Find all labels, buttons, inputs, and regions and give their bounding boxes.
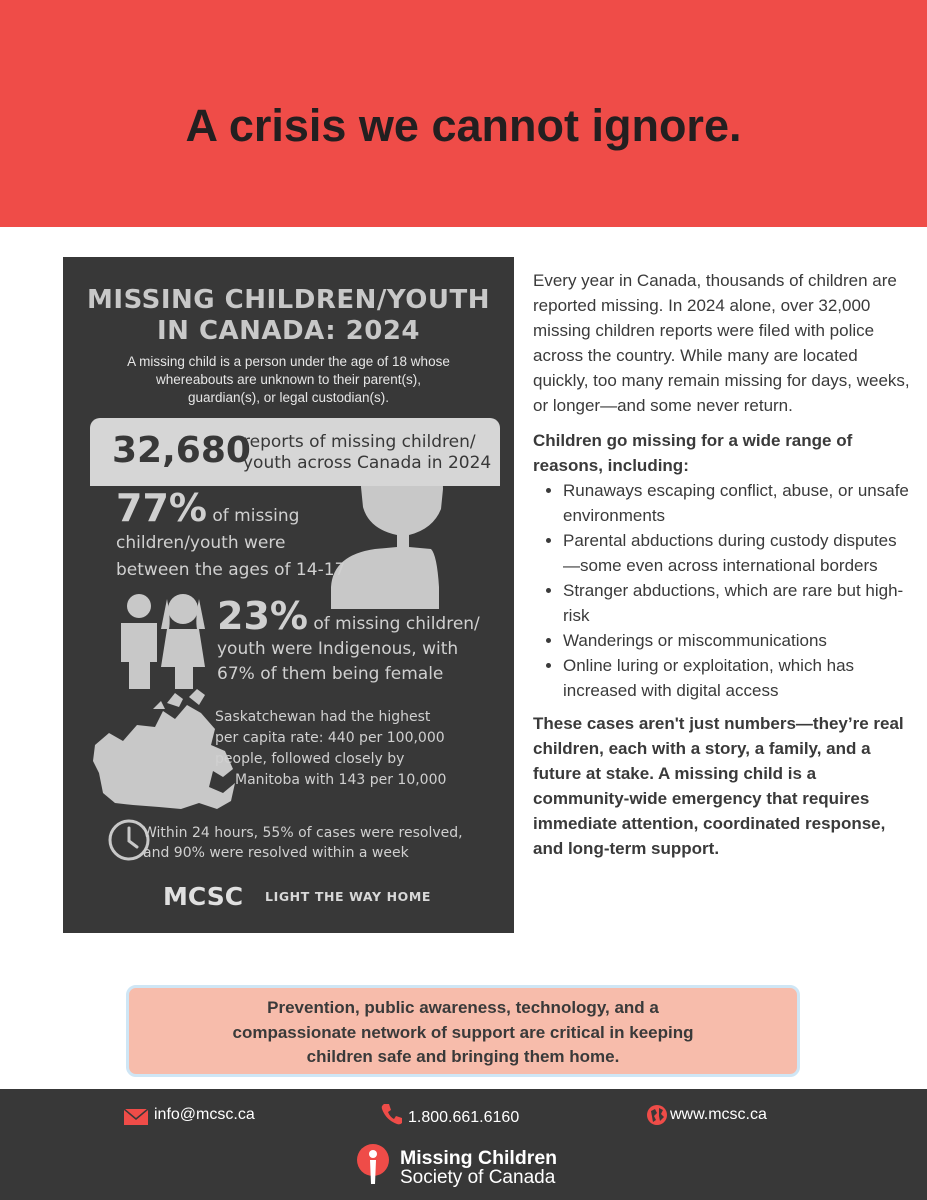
sask-line: per capita rate: 440 per 100,000 — [215, 730, 445, 746]
list-item: • Runaways escaping conflict, abuse, or unsafe environments — [563, 478, 913, 528]
header-banner — [0, 0, 927, 227]
sask-line: people, followed closely by — [215, 751, 405, 767]
callout-line: compassionate network of support are critical in keeping — [232, 1022, 694, 1042]
reports-text-line: youth across Canada in 2024 — [243, 453, 492, 473]
definition-text — [103, 353, 474, 407]
callout-line: Prevention, public awareness, technology, and a — [267, 998, 659, 1017]
infographic-title-line: IN CANADA: 2024 — [156, 316, 421, 346]
age-stat — [116, 486, 346, 584]
callout-line: children safe and bringing them home. — [306, 1047, 620, 1066]
reasons-heading: Children go missing for a wide range of reasons, including: — [533, 431, 853, 475]
canada-map-icon — [93, 689, 235, 809]
sask-line: Manitoba with 143 per 10,000 — [235, 772, 447, 788]
age-text-line: between the ages of 14-17 — [116, 560, 346, 580]
resolved-line: and 90% were resolved within a week — [143, 845, 409, 861]
tagline: LIGHT THE WAY HOME — [265, 889, 432, 904]
infographic-title-line: MISSING CHILDREN/YOUTH — [87, 285, 490, 315]
list-item: • Online luring or exploitation, which has increased with digital access — [563, 653, 913, 703]
indigenous-stat — [217, 594, 480, 687]
reports-text — [243, 432, 491, 474]
reports-band — [90, 418, 500, 486]
reasons-list — [533, 478, 913, 703]
list-item: • Wanderings or miscommunications — [563, 628, 913, 653]
intro-paragraph: Every year in Canada, thousands of children are reported missing. In 2024 alone, over 32,000 missing children reports were filed with police across the country. While many are located quickly, too many remain missing for days, weeks, or longer—and some never return. — [533, 271, 910, 415]
phone-icon — [380, 1102, 404, 1126]
reports-number: 32,680 — [112, 430, 251, 471]
org-name-line: Missing Children — [400, 1147, 558, 1169]
sask-line: Saskatchewan had the highest — [215, 709, 431, 725]
indigenous-text-line: youth were Indigenous, with — [217, 639, 459, 659]
indigenous-percent: 23% — [217, 594, 308, 638]
callout-text — [129, 996, 797, 1070]
org-name — [400, 1148, 557, 1188]
body-text-column — [533, 268, 913, 861]
indigenous-text-line: 67% of them being female — [217, 664, 444, 684]
definition-line: whereabouts are unknown to their parent(s), — [156, 372, 421, 387]
age-percent: 77% — [116, 486, 207, 530]
list-item: • Stranger abductions, which are rare but high-risk — [563, 578, 913, 628]
phone-link[interactable]: 1.800.661.6160 — [408, 1109, 520, 1126]
org-name-line: Society of Canada — [400, 1167, 556, 1188]
resolved-line: Within 24 hours, 55% of cases were resolved, — [143, 825, 463, 841]
callout-box — [126, 985, 800, 1077]
indigenous-text-line: of missing children/ — [313, 614, 480, 634]
website-link[interactable]: www.mcsc.ca — [670, 1106, 767, 1123]
mcsc-brand: MCSC — [163, 882, 244, 911]
resolved-stat — [143, 823, 463, 863]
list-item: • Parental abductions during custody disputes—some even across international borders — [563, 528, 913, 578]
reports-text-line: reports of missing children/ — [243, 432, 476, 452]
footer — [0, 1089, 927, 1200]
email-link[interactable]: info@mcsc.ca — [154, 1106, 255, 1123]
closing-paragraph: These cases aren't just numbers—they’re real children, each with a story, a family, and a future at stake. A missing child is a community-wide emergency that requires immediate attention, coordinated response, and long-term support. — [533, 714, 904, 858]
age-text-line: of missing — [212, 506, 300, 526]
infographic-title — [63, 285, 514, 347]
saskatchewan-stat — [215, 707, 446, 791]
children-icon — [121, 594, 205, 689]
infographic-panel — [63, 257, 514, 933]
definition-line: A missing child is a person under the age of 18 whose — [127, 354, 450, 369]
globe-icon — [646, 1104, 668, 1126]
email-icon — [123, 1107, 149, 1127]
definition-line: guardian(s), or legal custodian(s). — [187, 390, 390, 405]
age-text-line: children/youth were — [116, 533, 286, 553]
org-logo-icon — [356, 1143, 390, 1187]
page-title: A crisis we cannot ignore. — [185, 100, 742, 151]
